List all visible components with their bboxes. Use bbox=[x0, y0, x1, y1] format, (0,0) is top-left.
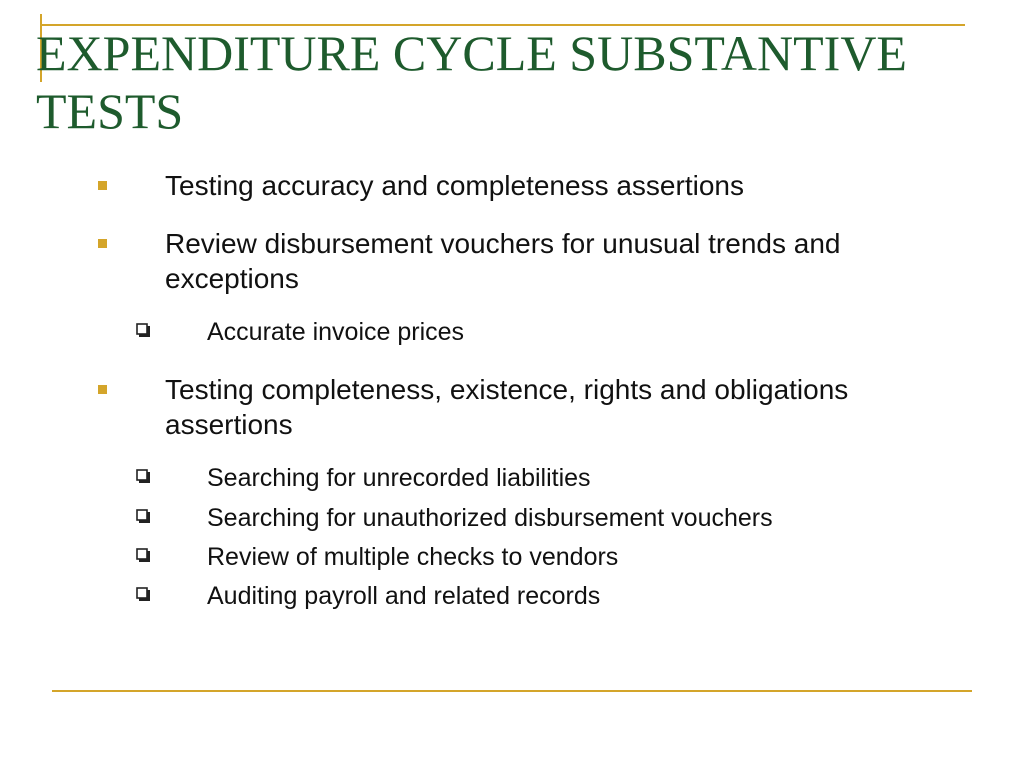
sub-bullet-text: Searching for unauthorized disbursement vouchers bbox=[207, 504, 773, 532]
bullet-text: Testing completeness, existence, rights and obligations assertions bbox=[165, 374, 849, 440]
square-bullet-icon bbox=[98, 239, 107, 248]
sub-bullet-text: Searching for unrecorded liabilities bbox=[207, 464, 591, 492]
sub-bullet-text: Accurate invoice prices bbox=[207, 318, 465, 346]
shadowed-box-bullet-icon bbox=[136, 509, 151, 524]
slide-title: EXPENDITURE CYCLE SUBSTANTIVE TESTS bbox=[36, 25, 907, 139]
sub-bullet-text: Auditing payroll and related records bbox=[207, 582, 601, 610]
square-bullet-icon bbox=[98, 181, 107, 190]
footer-rule bbox=[52, 690, 972, 692]
sub-bullet-item bbox=[136, 542, 936, 572]
sub-bullet-item bbox=[136, 317, 936, 347]
sub-bullet-item bbox=[136, 463, 936, 493]
bullet-item bbox=[96, 372, 896, 442]
shadowed-box-bullet-icon bbox=[136, 469, 151, 484]
shadowed-box-bullet-icon bbox=[136, 587, 151, 602]
bullet-item bbox=[96, 168, 896, 203]
bullet-text: Review disbursement vouchers for unusual trends and exceptions bbox=[165, 228, 841, 294]
sub-bullet-item bbox=[136, 581, 936, 611]
sub-bullet-item bbox=[136, 503, 936, 533]
shadowed-box-bullet-icon bbox=[136, 548, 151, 563]
bullet-text: Testing accuracy and completeness assertions bbox=[165, 170, 744, 201]
shadowed-box-bullet-icon bbox=[136, 323, 151, 338]
bullet-item bbox=[96, 226, 896, 296]
square-bullet-icon bbox=[98, 385, 107, 394]
sub-bullet-text: Review of multiple checks to vendors bbox=[207, 543, 619, 571]
